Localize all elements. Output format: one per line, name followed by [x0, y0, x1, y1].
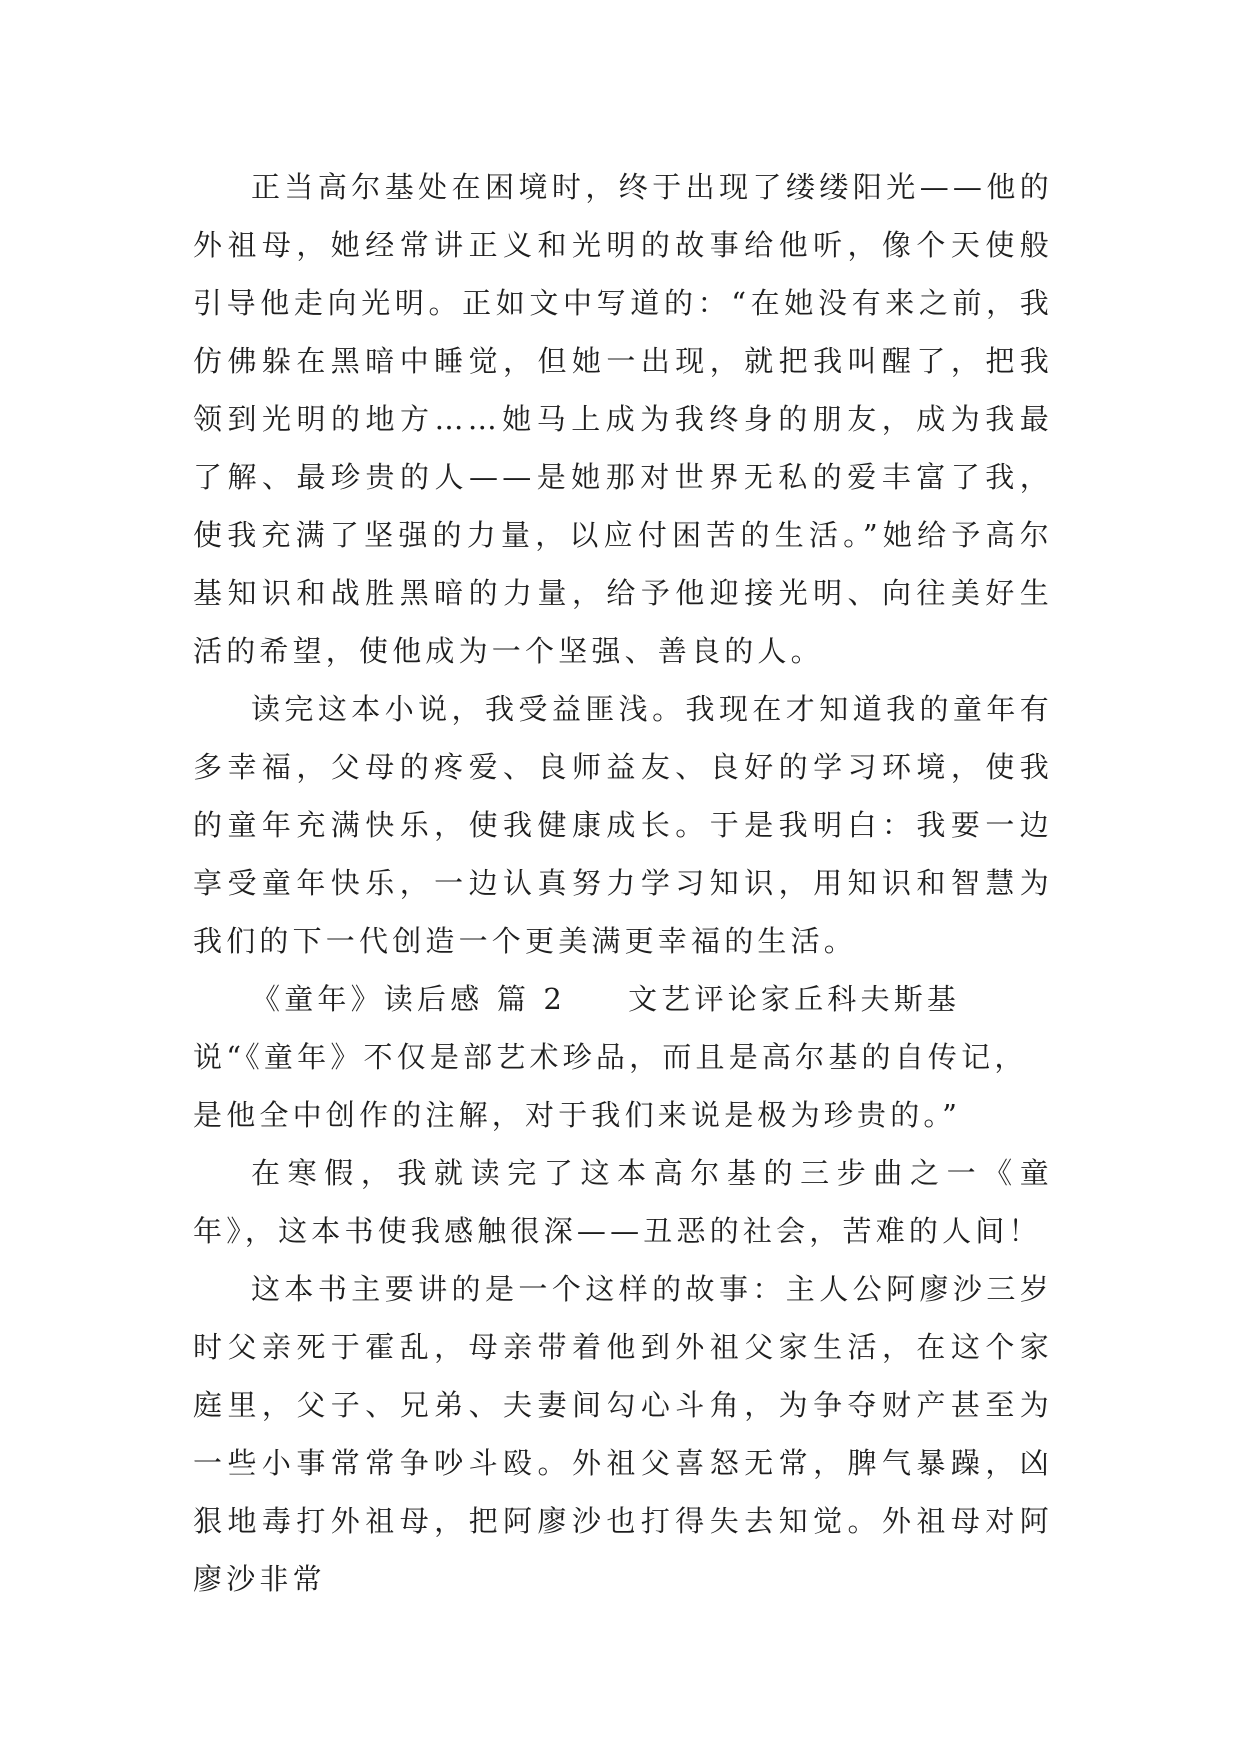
paragraph-grandmother: 正当高尔基处在困境时，终于出现了缕缕阳光——他的外祖母，她经常讲正义和光明的故事给他听，像个天使般引导他走向光明。正如文中写道的：“在她没有来之前，我仿佛躲在黑暗中睡觉，但她一出现，就把我叫醒了，把我领到光明的地方……她马上成为我终身的朋友，成为我最了解、最珍贵的人——是她那对世界无私的爱丰富了我，使我充满了坚强的力量，以应付困苦的生活。”她给予高尔基知识和战胜黑暗的力量，给予他迎接光明、向往美好生活的希望，使他成为一个坚强、善良的人。 [193, 170, 1053, 668]
paragraph-story-summary: 这本书主要讲的是一个这样的故事：主人公阿廖沙三岁时父亲死于霍乱，母亲带着他到外祖父家生活，在这个家庭里，父子、兄弟、夫妻间勾心斗角，为争夺财产甚至为一些小事常常争吵斗殴。外祖父喜怒无常，脾气暴躁，凶狠地毒打外祖母，把阿廖沙也打得失去知觉。外祖母对阿廖沙非常 [193, 1272, 1053, 1596]
paragraph-winter-break: 在寒假，我就读完了这本高尔基的三步曲之一《童年》，这本书使我感触很深——丑恶的社会，苦难的人间！ [193, 1156, 1053, 1248]
document-body [193, 158, 1053, 1608]
section-heading-paragraph [193, 970, 1053, 1144]
section-heading: 《童年》读后感 篇 2 [251, 982, 567, 1016]
paragraph-reflection: 读完这本小说，我受益匪浅。我现在才知道我的童年有多幸福，父母的疼爱、良师益友、良好的学习环境，使我的童年充满快乐，使我健康成长。于是我明白：我要一边享受童年快乐，一边认真努力学习知识，用知识和智慧为我们的下一代创造一个更美满更幸福的生活。 [193, 692, 1053, 958]
section-first-paragraph: 文艺评论家丘科夫斯基说“《童年》不仅是部艺术珍品，而且是高尔基的自传记，是他全中创作的注解，对于我们来说是极为珍贵的。” [193, 982, 1028, 1132]
